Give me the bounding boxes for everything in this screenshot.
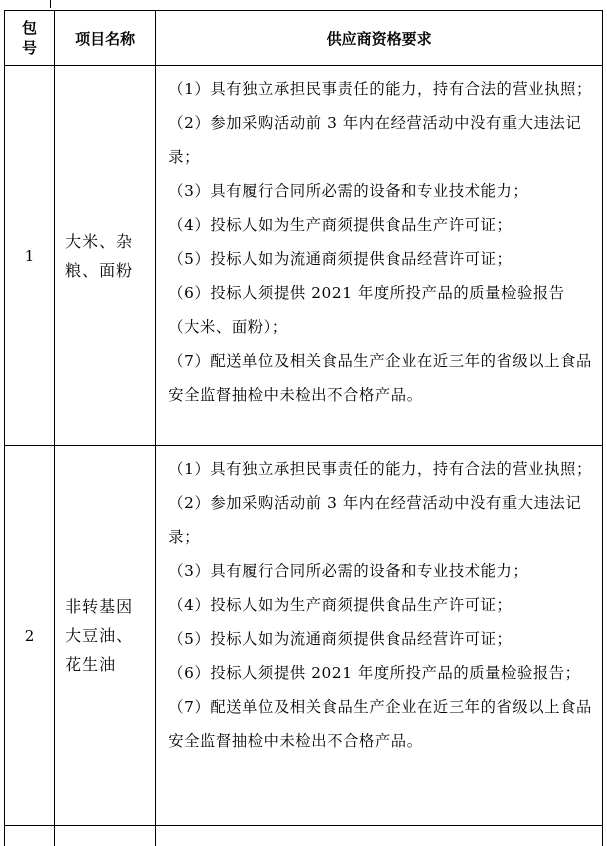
requirement-item: （5）投标人如为流通商须提供食品经营许可证；: [168, 622, 594, 656]
table-row: [5, 446, 603, 826]
requirement-item: （7）配送单位及相关食品生产企业在近三年的省级以上食品安全监督抽检中未检出不合格产品。: [168, 344, 594, 412]
header-package-line-2: 号: [5, 38, 54, 58]
header-project-name: 项目名称: [55, 11, 156, 66]
empty-cell: [55, 826, 156, 846]
supplier-requirements-table: [4, 10, 603, 846]
requirement-item: （2）参加采购活动前 3 年内在经营活动中没有重大违法记录；: [168, 106, 594, 174]
header-package-line-1: 包: [5, 18, 54, 38]
requirement-item: （1）具有独立承担民事责任的能力，持有合法的营业执照；: [168, 72, 594, 106]
requirement-item: （6）投标人须提供 2021 年度所投产品的质量检验报告；: [168, 656, 594, 690]
requirement-item: （5）投标人如为流通商须提供食品经营许可证；: [168, 242, 594, 276]
requirement-item: （4）投标人如为生产商须提供食品生产许可证；: [168, 208, 594, 242]
requirement-item: （2）参加采购活动前 3 年内在经营活动中没有重大违法记录；: [168, 486, 594, 554]
requirement-item: （1）具有独立承担民事责任的能力，持有合法的营业执照；: [168, 452, 594, 486]
requirements-cell: [156, 66, 603, 446]
package-number: 2: [5, 446, 55, 826]
header-package-number: [5, 11, 55, 66]
header-supplier-requirements: 供应商资格要求: [156, 11, 603, 66]
empty-cell: [156, 826, 603, 846]
table-edge-mark: [50, 0, 51, 8]
empty-cell: [5, 826, 55, 846]
requirement-item: （3）具有履行合同所必需的设备和专业技术能力；: [168, 174, 594, 208]
requirement-item: （3）具有履行合同所必需的设备和专业技术能力；: [168, 554, 594, 588]
requirement-item: （4）投标人如为生产商须提供食品生产许可证；: [168, 588, 594, 622]
table-row: [5, 66, 603, 446]
requirement-item: （7）配送单位及相关食品生产企业在近三年的省级以上食品安全监督抽检中未检出不合格产品。: [168, 690, 594, 758]
package-number: 1: [5, 66, 55, 446]
requirements-cell: [156, 446, 603, 826]
project-name: 非转基因大豆油、花生油: [55, 446, 156, 826]
table-header-row: [5, 11, 603, 66]
table-row-continued: [5, 826, 603, 846]
requirement-item: （6）投标人须提供 2021 年度所投产品的质量检验报告（大米、面粉）；: [168, 276, 594, 344]
project-name: 大米、杂粮、面粉: [55, 66, 156, 446]
